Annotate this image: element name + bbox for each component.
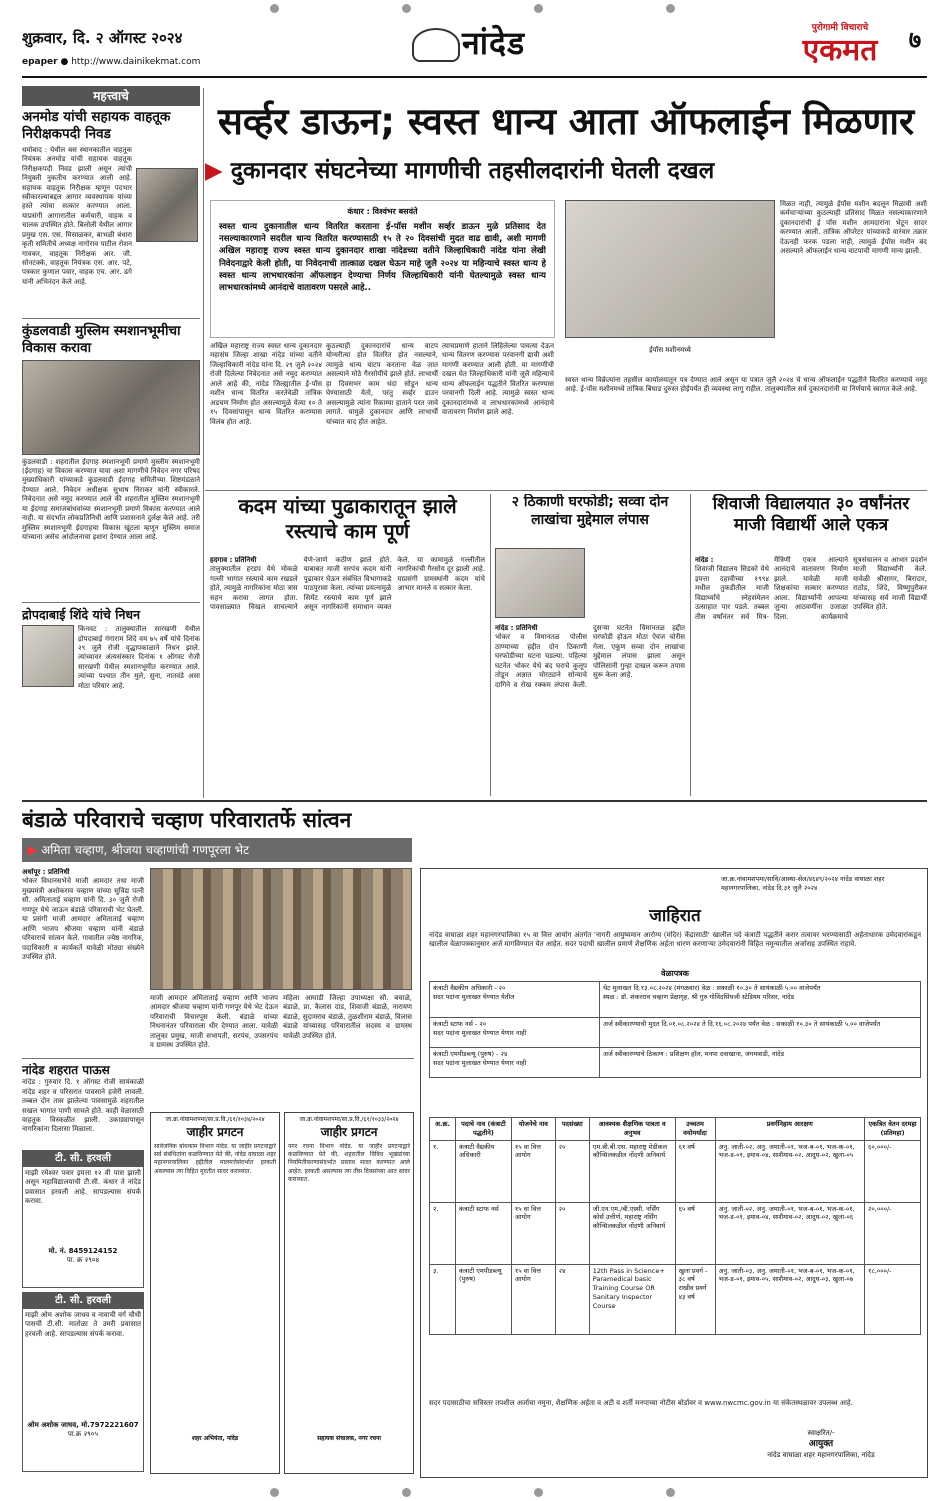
lead-subheadline-text: दुकानदार संघटनेच्या मागणीची तहसीलदारांनी घेतली दखल [230, 158, 715, 184]
table-header: प्रवर्गनिहाय आरक्षण [715, 1118, 865, 1141]
schedule-place: स्थळ : डॉ. शंकरराव चव्हाण प्रेक्षागृह, श्री गुरु गोविंदसिंघजी स्टेडियम परिसर, नांदेड [603, 992, 795, 1001]
registration-dot [666, 1488, 675, 1497]
schedule-table [429, 981, 921, 1078]
registration-marks-top [0, 0, 945, 16]
epaper-label: epaper [22, 57, 58, 67]
lead-column: त्याचप्रमाणे हाताने लिहिलेल्या पावत्या देऊन धान्य वितरण करण्यास परवानगी द्यावी अशी मागणी करण्यात आली होती. या मागणीची दखल घेत जिल्हाधिकारी यांनी जुलै महिन्याचे धान्य ऑफलाईन पद्धतीने वितरित करण्यास परवानगी दिली आहे. त्यामुळे स्वस्त धान्य दुकानदारांमध्ये व लाभधारकांमध्ये आनंदाचे वातावरण निर्माण झाले आहे. [442, 342, 554, 417]
arrow-icon: ▶ [205, 158, 223, 184]
rain-story [22, 1062, 144, 1146]
brand-logo [782, 22, 898, 72]
classified-contact: ओम अशोक जाधव, मो.7972221607 [27, 1421, 139, 1429]
notice-number: जा.क्र.नांवामशपमा/सा.प्र.वि./६१/१०३४/२०२४ [165, 1116, 265, 1123]
divider [205, 490, 927, 491]
story-body: शिवाजी विद्यालय सिडको येथे इयत्ता दहावीच्या १९९४ मधील तुकडीतील माजी विद्यार्थ्यांचे स्नेहसंमेलन उत्साहात पार पडले. तब्बल तीस वर्षांनंतर सर्व मित्र-मैत्रिणी एकत्र आल्याने आनंदाचे वातावरण निर्माण झाले. यावेळी माजी शिक्षकांचा सत्कार करण्यात आला. विद्यार्थ्यांनी आपल्या जुन्या आठवणींना उजाळा दिला. कार्यक्रमाचे सूत्रसंचालन व आभार प्रदर्शन माजी विद्यार्थ्यांनी केले. यावेळी श्रीसागर, बिरादार, राठोड, शिंदे, विष्णुपुरीकर यांच्यासह सर्व माजी विद्यार्थी उपस्थित होते. [695, 556, 927, 621]
epaper-line [22, 56, 200, 68]
globe-icon: ● [60, 57, 69, 67]
recruitment-advertisement [420, 868, 928, 1478]
visit-photo [150, 868, 412, 990]
registration-dot [534, 4, 543, 13]
table-cell: २४ [555, 1264, 589, 1334]
table-header: पदाचे नाव (कंत्राटी पद्धतीने) [455, 1118, 511, 1141]
signature-note: स्वाक्षरित/- [807, 1429, 835, 1437]
lead-intro-box [210, 200, 555, 338]
story-body: तालुक्यातील हरडप येथे मोकळे गल्ली भागात रस्त्याचे काम रखडले होते, त्यामुळे नागरिकांना मोठा त्रास सहन करावा लागत होता. पावसाळ्यात चिखल साचल्याने येणे-जाणे कठीण झाले होते. याबाबत माजी सरपंच कदम यांनी पुढाकार घेऊन संबंधित विभागाकडे पाठपुरावा केला. त्यांच्या प्रयत्नामुळे सिमेंट रस्त्याचे काम पूर्ण झाले असून नागरिकांनी समाधान व्यक्त केले. या कामामुळे गल्लीतील नागरिकांची गैरसोय दूर झाली आहे. याप्रसंगी ग्रामस्थांनी कदम यांचे आभार मानले व सत्कार केला. [210, 556, 485, 612]
registration-marks-bottom [0, 1484, 945, 1500]
story-headline: कुंडलवाडी मुस्लिम स्मशानभूमीचा विकास करावा [22, 322, 181, 356]
lead-headline: सर्व्हर डाऊन; स्वस्त धान्य आता ऑफलाईन मिळणार [217, 100, 915, 143]
classified-heading: टी. सी. हरवली [23, 1293, 143, 1309]
story-headline: द्रोपदाबाई शिंदे यांचे निधन [22, 606, 141, 622]
table-header: योजनेचे नाव [511, 1118, 555, 1141]
lead-column: कुठल्याही दुकानदारांचे धान्य वाटप योग्यरीत्या होत वितरित होत नसल्याने, त्यामुळे धान्य वाटप करताना वेळ जात असल्याने मोठे गैरसोयीचे झाले होते. लाभार्थी हा दिवसभर काम धंदा सोडून धान्य घेण्यासाठी येतो, परंतु सर्व्हर डाउन असल्यामुळे त्यांना रिकाम्या हाताने परत जावे लागते. यामुळे दुकानदार आणि लाभार्थी यांच्यात वाद होत आहेत. [326, 342, 438, 426]
table-cell: ३. [430, 1264, 456, 1334]
lead-column: स्वस्त धान्य विक्रेत्यांना तहसील कार्यालयातून पत्र देण्यात आले असून या पत्रात जुलै २०२४ चे धान्य ऑफलाईन पद्धतीने वितरित करण्याचे नमूद आहे. ई-पॉस मशीनमध्ये तांत्रिक बिघाड दुरुस्त होईपर्यंत ही व्यवस्था लागू राहील. तालुक्यातील सर्व दुकानदारांनी या निर्णयाचे स्वागत केले आहे. [565, 376, 927, 394]
signature-block [721, 1429, 921, 1460]
table-cell [430, 1048, 600, 1078]
dateline: नांदेड : [695, 556, 714, 564]
ad-title: जाहिरात [649, 906, 701, 926]
table-cell [430, 982, 600, 1018]
story-body: भोकर व विमानतळ पोलीस ठाण्याच्या हद्दीत दोन ठिकाणी घरफोडीच्या घटना घडल्या. पहिल्या घटनेत भोकर येथे बंद घराचे कुलूप तोडून अज्ञात चोरट्याने सोन्याचे दागिने व रोख रक्कम लंपास केली. दुसऱ्या घटनेत विमानतळ हद्दीत घरफोडी होऊन मोठा ऐवज चोरीस गेला. एकूण सव्वा दोन लाखांचा मुद्देमाल लंपास झाला असून पोलिसांनी गुन्हा दाखल करून तपास सुरू केला आहे. [495, 624, 685, 689]
schedule-date: थेट मुलाखत दि.१३.०८.२०२४ (मंगळवार) वेळ : सकाळी १०.३० ते सायंकाळी ५.०० वाजेपर्यंत [603, 984, 821, 992]
story-body-block [695, 556, 927, 794]
table-row [430, 1202, 921, 1264]
masthead-divider [22, 76, 927, 78]
table-row [430, 1048, 921, 1078]
table-row [430, 1018, 921, 1048]
table-cell: अनु. जाती-०२, अनु. जमाती-०१, भज-ब-०१, भज-क-०१, भज-ड-०१, इमाव-०४, साशैमाव-०२, आदुघ-०२, खुला-०६ [715, 1202, 865, 1264]
signatory-org: नांदेड वाघाळा शहर महानगरपालिका, नांदेड [767, 1450, 875, 1459]
portrait-photo [22, 625, 74, 687]
table-cell [430, 1018, 600, 1048]
notice-signatory: शहर अभियंता, नांदेड [191, 1435, 239, 1443]
dateline: हदगाव : प्रतिनिधी [210, 556, 257, 564]
story-body-block [22, 868, 144, 1054]
table-cell: जी.एन.एम./बी.एस्सी. नर्सिंग कोर्स उत्तीर्ण, महाराष्ट्र नर्सिंग कौन्सिलकडील नोंदणी अनिवार्य [589, 1202, 675, 1264]
story-headline: नांदेड शहरात पाऊस [22, 1063, 110, 1077]
table-cell: २० [555, 1202, 589, 1264]
table-cell: २०,०००/- [865, 1202, 921, 1264]
dateline: अर्धापूर : प्रतिनिधी [22, 868, 70, 876]
classified-ad [22, 1150, 144, 1288]
table-cell: 12th Pass in Science+ Paramedical basic Training Course OR Sanitary Inspector Course [589, 1264, 675, 1334]
table-cell: १८,०००/- [865, 1264, 921, 1334]
table-header: पदसंख्या [555, 1118, 589, 1141]
classified-text: माझी ओम अशोक जाधव व नावाची वर्ग चौथी पासची टी.सी. मातोळा ते उमरी प्रवासात हरवली आहे. सापडल्यास संपर्क करावा. [25, 1311, 141, 1338]
story-body-block [495, 624, 685, 794]
column-divider [690, 494, 691, 796]
signatory-title: आयुक्त [808, 1439, 834, 1450]
notice-text: नगर रचना विभाग नांदेड. या जाहीर प्रगटनाद्वारे कळविण्यात येते की, शहरातील विविध भूखंडांच्या नियमितीकरणासंदर्भात प्रस्ताव सादर करण्यात आले आहेत. हरकती असल्यास त्या तीस दिवसांच्या आत सादर कराव्यात. [288, 1143, 410, 1183]
edition-title: नांदेड [462, 24, 526, 62]
table-row [430, 982, 921, 1018]
news-photo [136, 168, 198, 242]
registration-dot [402, 1488, 411, 1497]
table-cell: ६५ वर्ष [675, 1202, 715, 1264]
brand-name: एकमत [802, 33, 878, 69]
posts-table [429, 1117, 921, 1335]
schedule-post: कंत्राटी वैद्यकीय अधिकारी - २० [433, 984, 506, 992]
section-label: महत्त्वाचे [22, 86, 200, 106]
epos-machine-photo [565, 200, 775, 338]
schedule-date: अर्ज स्वीकारण्याचे ठिकाण : प्रशिक्षण हॉल, मनपा दवाखाना, जंगमवाडी, नांदेड [603, 1050, 785, 1058]
table-cell: कंत्राटी स्टाफ नर्स [455, 1202, 511, 1264]
schedule-post: कंत्राटी स्टाफ नर्स - २० [433, 1020, 487, 1028]
table-header: आवश्यक शैक्षणिक पात्रता व अनुभव [589, 1118, 675, 1141]
divider [22, 800, 927, 802]
arrow-icon: ▶ [28, 843, 38, 857]
schedule-heading: वेळापत्रक [661, 969, 689, 978]
table-row [430, 1140, 921, 1202]
story-headline: २ ठिकाणी घरफोडी; सव्वा दोन लाखांचा मुद्देमाल लंपास [511, 494, 669, 528]
notice-text: सार्वजनिक बांधकाम विभाग नांदेड. या जाहीर प्रगटनाद्वारे सर्व संबंधितांना कळविण्यात येते की, नांदेड वाघाळा शहर महानगरपालिका हद्दीतील मालमत्तेसंदर्भात हरकती असल्यास त्या विहित मुदतीत सादर कराव्यात. [154, 1143, 276, 1175]
thief-illustration [495, 548, 585, 618]
byline: कंधार : विश्वंभर बसवंते [347, 207, 418, 216]
table-cell: १५ वा वित्त आयोग [511, 1140, 555, 1202]
table-cell: १. [430, 1140, 456, 1202]
website-link[interactable]: http://www.dainikekmat.com [71, 57, 201, 67]
table-cell: खुला प्रवर्ग - ३८ वर्ष राखीव प्रवर्ग ४३ वर्ष [675, 1264, 715, 1334]
divider [22, 1058, 414, 1059]
table-header: अ.क्र. [430, 1118, 456, 1141]
table-cell: २. [430, 1202, 456, 1264]
table-cell: १५ वा वित्त आयोग [511, 1264, 555, 1334]
story-headline: शिवाजी विद्यालयात ३० वर्षांनंतर माजी विद्यार्थी आले एकत्र [712, 494, 910, 536]
notice-signatory: सहायक संचालक, नगर रचना [317, 1435, 381, 1443]
table-header: उच्चतम वयोमर्यादा [675, 1118, 715, 1141]
brand-tagline: पुरोगामी विचाराचे [811, 23, 869, 33]
lead-column: अखिल महाराष्ट्र राज्य स्वस्त धान्य दुकानदार महासंघ जिल्हा शाखा नांदेड यांच्या वतीने जिल्हाधिकारी नांदेड यांना दि. २९ जुलै २०२४ रोजी दिलेल्या निवेदनात असे नमूद करण्यात आले आहे की, नांदेड जिल्ह्यातील ई-पॉस मशीन धान्य वितरित करतेवेळी तांत्रिक अडचण निर्माण होत असल्यामुळे येत्या १० ते १५ दिवसांपासून धान्य वितरित करण्यास विलंब होत आहे. [210, 342, 322, 426]
classified-code: पा. क्र २९०४ [66, 1256, 100, 1265]
table-header: एकत्रित वेतन दरमहा (प्रतिमहा) [865, 1118, 921, 1141]
registration-dot [270, 1488, 279, 1497]
table-cell [600, 1048, 921, 1078]
registration-dot [402, 4, 411, 13]
schedule-note: सदर पदांना मुलाखत घेण्यात येतील [433, 992, 515, 1001]
issue-date: शुक्रवार, दि. २ ऑगस्ट २०२४ [22, 29, 183, 47]
story-body: कुंडलवाडी : शहरातील ईदगाह स्मशानभूमी प्रमाणे मुस्लीम स्मशानभूमी (ईदगाह) चा विकास करण्यात यावा अशा मागणीचे निवेदन नगर परिषद मुख्याधिकारी यांच्याकडे कुंडलवाडी ईदगाह समितीच्या शिष्टमंडळाने देण्यात आले. निवेदन अधीक्षक सुभाष निराकर यांनी स्वीकारले. निवेदनात असे नमूद करण्यात आले की शहरातील मुस्लिम स्मशानभूमी या ईदगाह समाजबांधवांच्या स्मशानभूमी प्रमाणे विकास करण्यात आले नाही. या संदर्भात लोकप्रतिनिधी आणि प्रशासनाने दुर्लक्ष केले आहे. तरी मुस्लिम स्मशानभूमी ईदगाहचा विकास खूंटला म्हणून मुस्लिम समाज यांच्याना असेच आंदोलनाचा इशारा देण्यात आला आहे. [22, 457, 200, 541]
story-body: माजी आमदार अमिताताई चव्हाण आणि भाजप आमदार श्रीजया चव्हाण यांनी गणपूर येथे भेट देऊन परिवाराची विचारपूस केली. बंडाळे यांच्या निधनानंतर परिवाराला धीर देण्यात आला. यावेळी तालुका प्रमुख, माजी सभापती, सरपंच, उपसरपंच व ग्रामस्थ उपस्थित होते. [150, 994, 278, 1050]
classified-code: पा.क्र २९०५ [67, 1430, 99, 1439]
table-cell: कंत्राटी एमपीडब्ल्यू (पुरुष) [455, 1264, 511, 1334]
lead-intro: स्वस्त धान्य दुकानातील धान्य वितरित करताना ई-पॉस मशीन सर्व्हर डाऊन मुळे प्रतिसाद देत नसल्याकारणाने सदरील धान्य वितरित करण्यासाठी १५ ते २० दिवसांची मुदत वाढ द्यावी, अशी मागणी अखिल महाराष्ट्र राज्य स्वस्त धान्य दुकानदार शाखा नांदेडच्या वतीने जिल्हाधिकारी नांदेड यांना लेखी निवेदनाद्वारे केली होती, या निवेदनाची तात्काळ दखल घेऊन माहे जुलै २०२४ या महिन्याचे स्वस्त धान्य हे स्वस्त धान्य लाभधारकांना ऑफलाइन देण्याचा निर्णय जिल्हाधिकारी यांनी घेतल्यामुळे स्वस्त धान्य लाभधारकांमध्ये आनंदाचे वातावरण पसरले आहे.. [219, 221, 546, 294]
table-cell: अनु. जाती-०२, अनु. जमाती-०१, भज-ब-०१, भज-क-०१, भज-ड-०१, इमाव-०४, साशैमाव-०२, आदुघ-०२, खुला-०५ [715, 1140, 865, 1202]
table-row [430, 1264, 921, 1334]
table-cell: ६१ वर्ष [675, 1140, 715, 1202]
story-body: नांदेड : गुरुवार दि. १ ऑगस्ट रोजी सायंकाळी नांदेड शहर व परिसरात पावसाने हजेरी लावली. तब्बल दोन तास झालेल्या पावसामुळे शहरातील सखल भागात पाणी साचले होते. काही वेळासाठी वाहतूक विस्कळीत झाली. उकाड्यापासून नागरिकांना दिलासा मिळाला. [22, 1078, 144, 1134]
news-photo [22, 360, 200, 455]
dateline: नांदेड : प्रतिनिधी [495, 624, 538, 632]
divider [22, 318, 200, 319]
registration-dot [666, 4, 675, 13]
table-cell [600, 982, 921, 1018]
story-headline: कदम यांच्या पुढाकारातून झाले रस्त्याचे काम पूर्ण [238, 494, 457, 543]
schedule-post: कंत्राटी एमपीडब्ल्यू (पुरुष) - २४ [433, 1050, 508, 1058]
lead-column: मिळत नाही, त्यामुळे ईपॉस मशीन बदलून मिळावी अशी कर्मचाऱ्यांच्या कुठल्याही प्रतिसाद मिळत नसल्याकारणाने दुकानदारांची ई पॉस मशीन आमदारांना भेटून सादर करण्यात आली. तांत्रिक ऑपरेटर यांच्याकडे वारंवार तक्रार देऊनही फरक पडला नाही, त्यामुळे ईपॉस मशीन बंद असल्याने ऑफलाईन धान्य वाटपाची मागणी मान्य झाली. [780, 200, 927, 256]
table-cell: अनु. जाती-०३, अनु. जमाती-०१, भज-ब-०१, भज-क-०१, भज-ड-०१, इमाव-०५, साशैमाव-०२, आदुघ-०३, खुला-०७ [715, 1264, 865, 1334]
public-notice [150, 1112, 280, 1474]
table-cell: एम.बी.बी.एस. महाराष्ट्र मेडीकल कौन्सिलकडील नोंदणी अनिवार्य [589, 1140, 675, 1202]
story-body: किनवट : तालुक्यातील सारखणी येथील द्रोपदाबाई गंगाराम शिंदे वय ७५ वर्षे यांचे दिनांक २९ जुलै रोजी वृद्धापकाळाने निधन झाले. त्यांच्यावर अंत्यसंस्कार दिनांक १ ऑगस्ट रोजी सारखणी येथील स्मशानभूमीत करण्यात आले. त्यांच्या पश्चात तीन मुले, सुना, नातवंडे असा मोठा परिवार आहे. [78, 625, 200, 690]
notice-title: जाहीर प्रगटन [320, 1125, 378, 1140]
ad-reference: जा.क्र.नांवामशपमा/सावि/आस्था-सेल/४६४९/२०२४ नांदेड वाघाळा शहर महानगरपालिका, नांदेड दि.३१ जुलै २०२४ [721, 875, 885, 892]
classified-heading: टी. सी. हरवली [23, 1151, 143, 1167]
table-cell: १५ वा वित्त आयोग [511, 1202, 555, 1264]
ad-intro: नांदेड वाघाळा शहर महानगरपालिका १५ वा वित्त आयोग अंतर्गत 'नागरी आयुष्यमान आरोग्य (मंदिर) केंद्रासाठी' खालील पदे कंत्राटी पद्धतीने करार तत्वावर भरण्यासाठी अर्हताधारक उमेदवारांकडून खालील वेळापत्रकानुसार अर्ज मागविण्यात येत आहेत. सदर पदाची खालील प्रमाणे शैक्षणिक अर्हता धारण करणाऱ्या उमेदवारांनी विहित नमुन्यातील अर्जासह उपस्थित राहावे. [429, 931, 921, 949]
photo-caption: ईपॉस मशीनमध्ये [649, 346, 691, 354]
registration-dot [534, 1488, 543, 1497]
schedule-date: अर्ज स्वीकारण्याची मुदत दि.०१.०८.२०२४ ते दि.१६.०८.२०२४ पर्यंत वेळ : सकाळी १०.३० ते सायंकाळी ५.०० वाजेपर्यंत [603, 1020, 881, 1028]
notice-title: जाहीर प्रगटन [186, 1125, 244, 1140]
divider [22, 602, 200, 603]
classified-ad [22, 1292, 144, 1472]
notice-number: जा.क्र.नांवामशपमा/सा.प्र.वि./६१/१०३३/२०२४ [299, 1116, 399, 1123]
page-number: ७ [908, 26, 922, 54]
column-divider [203, 88, 204, 798]
schedule-note: सदर पदांना मुलाखत घेण्यात येणार नाही [433, 1028, 527, 1037]
story-headline: अनमोड यांची सहायक वाहतूक निरीक्षकपदी निवड [22, 109, 171, 142]
classified-text: माझी रमेश्वर पवार इयत्ता १२ वी पास झाली असून महाविद्यालयाची टी.सी. कंधार ते नांदेड प्रवासात हरवली आहे. सापडल्यास संपर्क करावा. [25, 1169, 141, 1206]
classified-contact: मो. नं. 8459124152 [48, 1247, 118, 1255]
story-subheadline: अमिता चव्हाण, श्रीजया चव्हाणांची गणपूरला भेट [41, 843, 250, 857]
story-body: धर्माबाद : येथील बस स्थानकातील वाहतूक नियंत्रक अनमोड यांची सहायक वाहतूक निरीक्षकपदी निवड झाली असून त्यांची नियुक्ती नुकतीच करण्यात आली आहे. सहायक वाहतूक निरीक्षक म्हणून पदभार स्वीकारल्याबद्दल आगार व्यवस्थापक यांच्या हस्ते त्यांचा सत्कार करण्यात आला. याप्रसंगी आगारातील कर्मचारी, वाहक व चालक उपस्थित होते. बिलोली येथील आगार प्रमुख एस. एस. मिसाळकर, बाभळी बंधारा कृती समितीचे अध्यक्ष नागोराव पाटील रोशन गावकर, वाहतूक निरीक्षक आर. जी. सोनटक्के, वाहतूक नियंत्रक एस. आर. पटे, पत्रकार कुणाल पवार, वाहक एच. आर. ढगे यांनी अभिनंदन केले आहे. [22, 145, 132, 286]
table-cell [600, 1018, 921, 1048]
story-body: भोकर विधानसभेचे माजी आमदार तथा माजी मुख्यमंत्री अशोकराव चव्हाण यांच्या सुविद्य पत्नी सौ. अमिताताई चव्हाण यांनी दि. ३० जुलै रोजी गणपूर येथे जाऊन बंडाळे परिवाराची भेट घेतली. या प्रसंगी माजी आमदार अमिताताई चव्हाण आणि भाजप श्रीजया चव्हाण यांनी बंडाळे परिवाराचे सांत्वन केले. गावातील ज्येष्ठ नागरिक, पदाधिकारी व कार्यकर्ते यावेळी मोठ्या संख्येने उपस्थित होते. [22, 877, 144, 961]
story-body: महिला आघाडी जिल्हा उपाध्यक्षा सौ. बचाळे, बंडाळे, प्रा. कैलास दाड, शिवाजी बंडाळे, नारायण बंडाळे, सुदामराव बंडाळे, तुळशीराम बंडाळे, विलास बंडाळे यांच्यासह परिवारातील सदस्य व ग्रामस्थ यावेळी उपस्थित होते. [283, 994, 412, 1040]
lead-subheadline [205, 155, 927, 187]
emblem-icon [412, 28, 460, 62]
table-cell: ६०,०००/- [865, 1140, 921, 1202]
table-cell: कंत्राटी वैद्यकीय अधिकारी [455, 1140, 511, 1202]
masthead [22, 16, 927, 78]
table-header-row [430, 1118, 921, 1141]
story-subheadline-band [22, 838, 412, 862]
column-divider [490, 494, 491, 796]
table-cell: २० [555, 1140, 589, 1202]
public-notice [284, 1112, 414, 1474]
story-headline: बंडाळे परिवाराचे चव्हाण परिवारातर्फे सांत्वन [22, 808, 352, 832]
schedule-note: सदर पदांना मुलाखत घेण्यात येणार नाही [433, 1058, 527, 1067]
registration-dot [270, 4, 279, 13]
story-body-block [210, 556, 485, 706]
ad-footer: सदर पदासाठीचा सविस्तर तपशील अर्जाचा नमुना, शैक्षणिक अर्हता व अटी व शर्ती मनपाच्या नोटीस बोर्डावर व www.nwcmc.gov.in या संकेतस्थळावर उपलब्ध आहे. [429, 1399, 853, 1407]
